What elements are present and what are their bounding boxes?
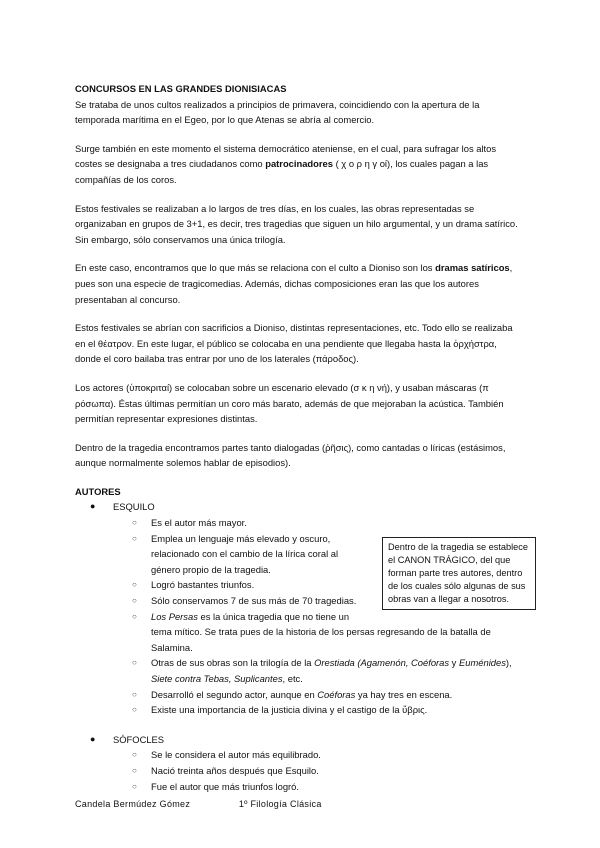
bullet-icon: ● bbox=[90, 501, 96, 512]
text-run: Estos festivales se realizaban a lo largos de tres días, en los cuales, las obras representadas se organizaban en grupos de 3+1, es decir, tres tragedias que siguen un hilo argumental, y un drama satírico. Sin embargo, sólo conservamos una única trilogía. bbox=[75, 202, 518, 245]
text-run: Los actores (ὑποκριταί) se colocaban sobre un escenario elevado (σ κ η νή), y usaban máscaras (π ρόσωπα). Éstas últimas permitían un coro más barato, además de que mejoraban la acústica. También permitían representar expresiones distintas. bbox=[75, 381, 504, 425]
text-run: ( χ ο ρ η γ οί), los cuales pagan a las compañías de los coros. bbox=[75, 158, 489, 185]
text-run: patrocinadores bbox=[265, 158, 333, 170]
paragraph bbox=[75, 141, 521, 188]
text-run: Emplea un lenguaje más elevado y oscuro, relacionado con el cambio de la lírica coral al género propio de la tragedia. bbox=[151, 532, 339, 575]
text-run: Estos festivales se abrían con sacrificios a Dioniso, distintas representaciones, etc. Todo ello se realizaba en el θέατρον. En este lugar, el público se colocaba en una pendiente que llegaba hasta la ὀρχήστρα, donde el coro bailaba tras entrar por uno de los laterales (πάροδος). bbox=[75, 322, 513, 365]
text-run: , pues son una especie de tragicomedias. Además, dichas composiciones eran las que los autores presentaban al concurso. bbox=[75, 262, 513, 305]
text-run: En este caso, encontramos que lo que más se relaciona con el culto a Dioniso son los bbox=[75, 262, 436, 274]
list-item bbox=[132, 593, 521, 609]
text-run: Se trataba de unos cultos realizados a principios de primavera, coincidiendo con la apertura de la temporada marítima en el Egeo, por lo que Atenas se abría al comercio. bbox=[75, 98, 480, 126]
circle-bullet-icon: ○ bbox=[132, 533, 137, 543]
list-item bbox=[132, 779, 521, 795]
author-details bbox=[132, 515, 528, 718]
text-run: Se le considera el autor más equilibrado. bbox=[151, 749, 321, 761]
circle-bullet-icon: ○ bbox=[132, 765, 137, 775]
author-name: ESQUILO bbox=[113, 501, 155, 513]
paragraph bbox=[75, 97, 521, 128]
footer bbox=[75, 799, 322, 809]
text-run: Desarrolló el segundo actor, aunque en bbox=[151, 688, 318, 700]
circle-bullet-icon: ○ bbox=[132, 596, 137, 606]
text-run: Sólo conservamos 7 de sus más de 70 tragedias. bbox=[151, 595, 357, 607]
list-item bbox=[132, 655, 521, 686]
footer-course: 1º Filología Clásica bbox=[238, 799, 322, 809]
text-run: Coéforas bbox=[317, 688, 356, 700]
author-name: SÓFOCLES bbox=[113, 733, 165, 745]
canon-note-box: Dentro de la tragedia se establece el CANON TRÁGICO, del que forman parte tres autores, dentro de los cuales sólo algunas de sus obras van a llegar a nosotros. bbox=[382, 537, 536, 610]
list-item bbox=[132, 577, 521, 593]
text-run: Los Persas bbox=[151, 610, 198, 622]
list-item bbox=[132, 702, 521, 718]
text-run: Siete contra Tebas, Suplicantes bbox=[151, 673, 283, 684]
text-run: , etc. bbox=[282, 673, 303, 684]
author-details bbox=[132, 747, 521, 794]
list-item bbox=[132, 609, 521, 656]
text-run: Orestiada (Agamenón, Coéforas bbox=[314, 657, 450, 669]
list-item bbox=[132, 763, 521, 779]
text-run: Fue el autor que más triunfos logró. bbox=[151, 780, 299, 792]
circle-bullet-icon: ○ bbox=[132, 750, 137, 760]
list-item bbox=[132, 687, 521, 703]
circle-bullet-icon: ○ bbox=[132, 611, 137, 621]
author-item bbox=[75, 732, 521, 794]
text-run: Existe una importancia de la justicia divina y el castigo de la ὕβρις. bbox=[151, 704, 428, 716]
paragraph bbox=[75, 380, 521, 427]
text-run: Nació treinta años después que Esquilo. bbox=[151, 764, 319, 776]
text-run: ), bbox=[505, 657, 512, 669]
text-run: Es el autor más mayor. bbox=[151, 517, 247, 529]
text-run: dramas satíricos bbox=[435, 262, 510, 274]
text-run: y bbox=[449, 657, 459, 669]
paragraphs bbox=[75, 97, 521, 471]
list-item bbox=[132, 531, 521, 578]
section-title: CONCURSOS EN LAS GRANDES DIONISIACAS bbox=[75, 83, 287, 94]
text-run: es la única tragedia que no tiene un tema mítico. Se trata pues de la historia de los persas regresando de la batalla de Salamina. bbox=[151, 610, 491, 653]
text-run: Otras de sus obras son la trilogía de la bbox=[151, 657, 315, 669]
circle-bullet-icon: ○ bbox=[132, 580, 137, 590]
list-item bbox=[132, 515, 521, 531]
text-run: Euménides bbox=[458, 657, 506, 669]
authors-list bbox=[75, 499, 528, 794]
circle-bullet-icon: ○ bbox=[132, 689, 137, 699]
author-item bbox=[75, 499, 528, 717]
authors-heading: AUTORES bbox=[75, 485, 121, 497]
list-item bbox=[132, 747, 521, 763]
bullet-icon: ● bbox=[90, 733, 96, 744]
paragraph bbox=[75, 260, 521, 307]
paragraph bbox=[75, 440, 521, 471]
text-run: Dentro de la tragedia encontramos partes tanto dialogadas (ῥῆσις), como cantadas o líricas (estásimos, aunque normalmente solemos hablar de episodios). bbox=[75, 441, 506, 469]
text-run: Surge también en este momento el sistema democrático ateniense, en el cual, para sufragar los altos costes se designaba a tres ciudadanos como bbox=[75, 142, 497, 170]
circle-bullet-icon: ○ bbox=[132, 705, 137, 715]
text-run: Logró bastantes triunfos. bbox=[151, 579, 255, 591]
circle-bullet-icon: ○ bbox=[132, 518, 137, 528]
paragraph bbox=[75, 201, 521, 248]
paragraph bbox=[75, 320, 521, 367]
circle-bullet-icon: ○ bbox=[132, 781, 137, 791]
document-page bbox=[75, 81, 528, 794]
text-run: ya hay tres en escena. bbox=[355, 688, 453, 700]
footer-author: Candela Bermúdez Gómez bbox=[75, 799, 191, 809]
circle-bullet-icon: ○ bbox=[132, 658, 137, 668]
